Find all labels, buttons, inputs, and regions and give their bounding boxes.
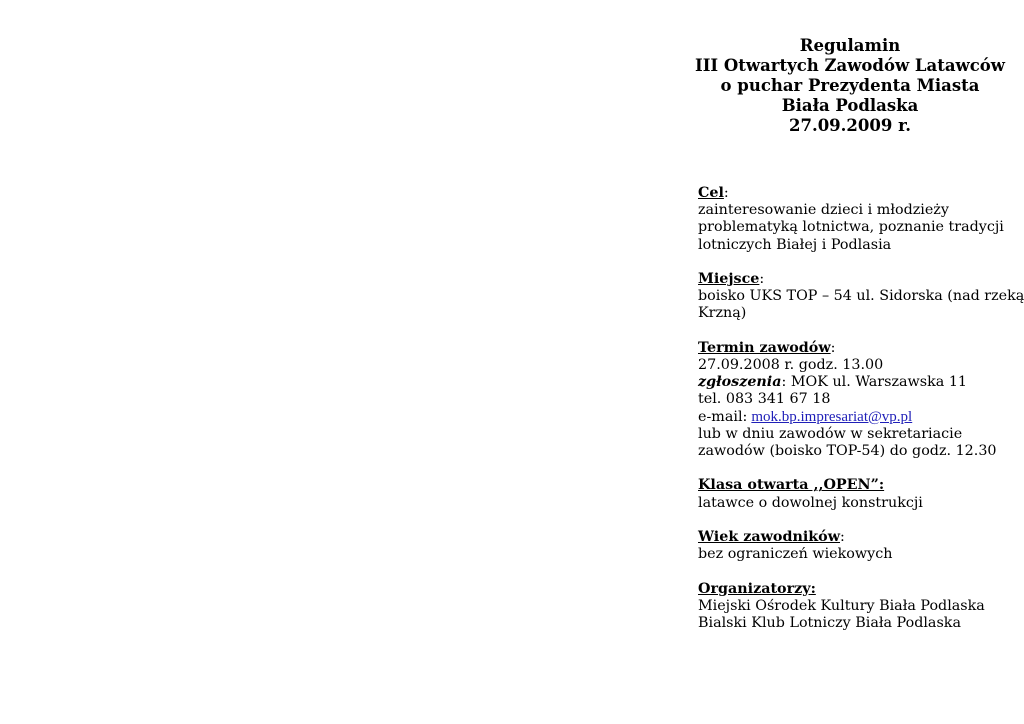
title-line: o puchar Prezydenta Miasta xyxy=(720,76,980,95)
section-heading: Organizatorzy xyxy=(698,580,811,597)
title-line: 27.09.2009 r. xyxy=(788,116,911,135)
title-line: III Otwartych Zawodów Latawców xyxy=(695,56,1005,75)
section-text: latawce o dowolnej konstrukcji xyxy=(698,494,923,511)
section-termin: Termin zawodów: 27.09.2008 r. godz. 13.00 zgłoszenia: MOK ul. Warszawska 11 tel. 083 341 67 18 e-mail: mok.bp.impresariat@vp.pl lub w dniu zawodów w sekretariacie zawodów (boisko TOP-54) do godz. 12.30 xyxy=(698,340,1018,460)
section-wiek: Wiek zawodników: bez ograniczeń wiekowych xyxy=(698,529,1018,563)
section-heading: Cel xyxy=(698,185,724,201)
document-title xyxy=(694,36,1006,136)
email-link[interactable]: mok.bp.impresariat@vp.pl xyxy=(751,408,913,425)
section-cel: Cel: zainteresowanie dzieci i młodzieży problematyką lotnictwa, poznanie tradycji lotniczych Białej i Podlasia xyxy=(698,185,1018,254)
section-text: zawodów (boisko TOP-54) do godz. 12.30 xyxy=(698,443,997,460)
registration-value: : MOK ul. Warszawska 11 xyxy=(781,374,968,391)
section-text: zainteresowanie dzieci i młodzieży xyxy=(698,202,949,219)
section-heading: Klasa otwarta ,,OPEN”: xyxy=(698,477,885,494)
section-text: bez ograniczeń wiekowych xyxy=(698,546,893,563)
registration-line xyxy=(698,374,1018,391)
date-line: 27.09.2008 r. godz. 13.00 xyxy=(698,357,884,373)
title-line: Biała Podlaska xyxy=(781,96,919,115)
registration-label: zgłoszenia xyxy=(698,374,782,391)
section-text: boisko UKS TOP – 54 ul. Sidorska (nad rzeką xyxy=(698,288,1024,305)
section-organizatorzy: Organizatorzy: Miejski Ośrodek Kultury Biała Podlaska Bialski Klub Lotniczy Biała Podlaska xyxy=(698,581,1018,633)
section-text: lotniczych Białej i Podlasia xyxy=(698,236,892,253)
section-klasa xyxy=(698,477,1018,511)
section-miejsce: Miejsce: boisko UKS TOP – 54 ul. Sidorska (nad rzeką Krzną) xyxy=(698,271,1024,322)
section-text: lub w dniu zawodów w sekretariacie xyxy=(698,425,963,442)
section-text: Miejski Ośrodek Kultury Biała Podlaska xyxy=(698,597,985,614)
section-heading: Miejsce xyxy=(698,271,760,287)
email-line xyxy=(698,409,1018,426)
rules-body xyxy=(698,185,1024,649)
section-text: Bialski Klub Lotniczy Biała Podlaska xyxy=(698,615,961,631)
section-text: problematyką lotnictwa, poznanie tradycji xyxy=(698,219,1004,236)
section-heading: Wiek zawodników xyxy=(698,529,841,545)
phone-line: tel. 083 341 67 18 xyxy=(698,391,831,408)
section-heading: Termin zawodów xyxy=(698,339,831,356)
email-label: e-mail: xyxy=(698,408,748,425)
title-line: Regulamin xyxy=(799,36,901,55)
section-text: Krzną) xyxy=(698,305,747,322)
